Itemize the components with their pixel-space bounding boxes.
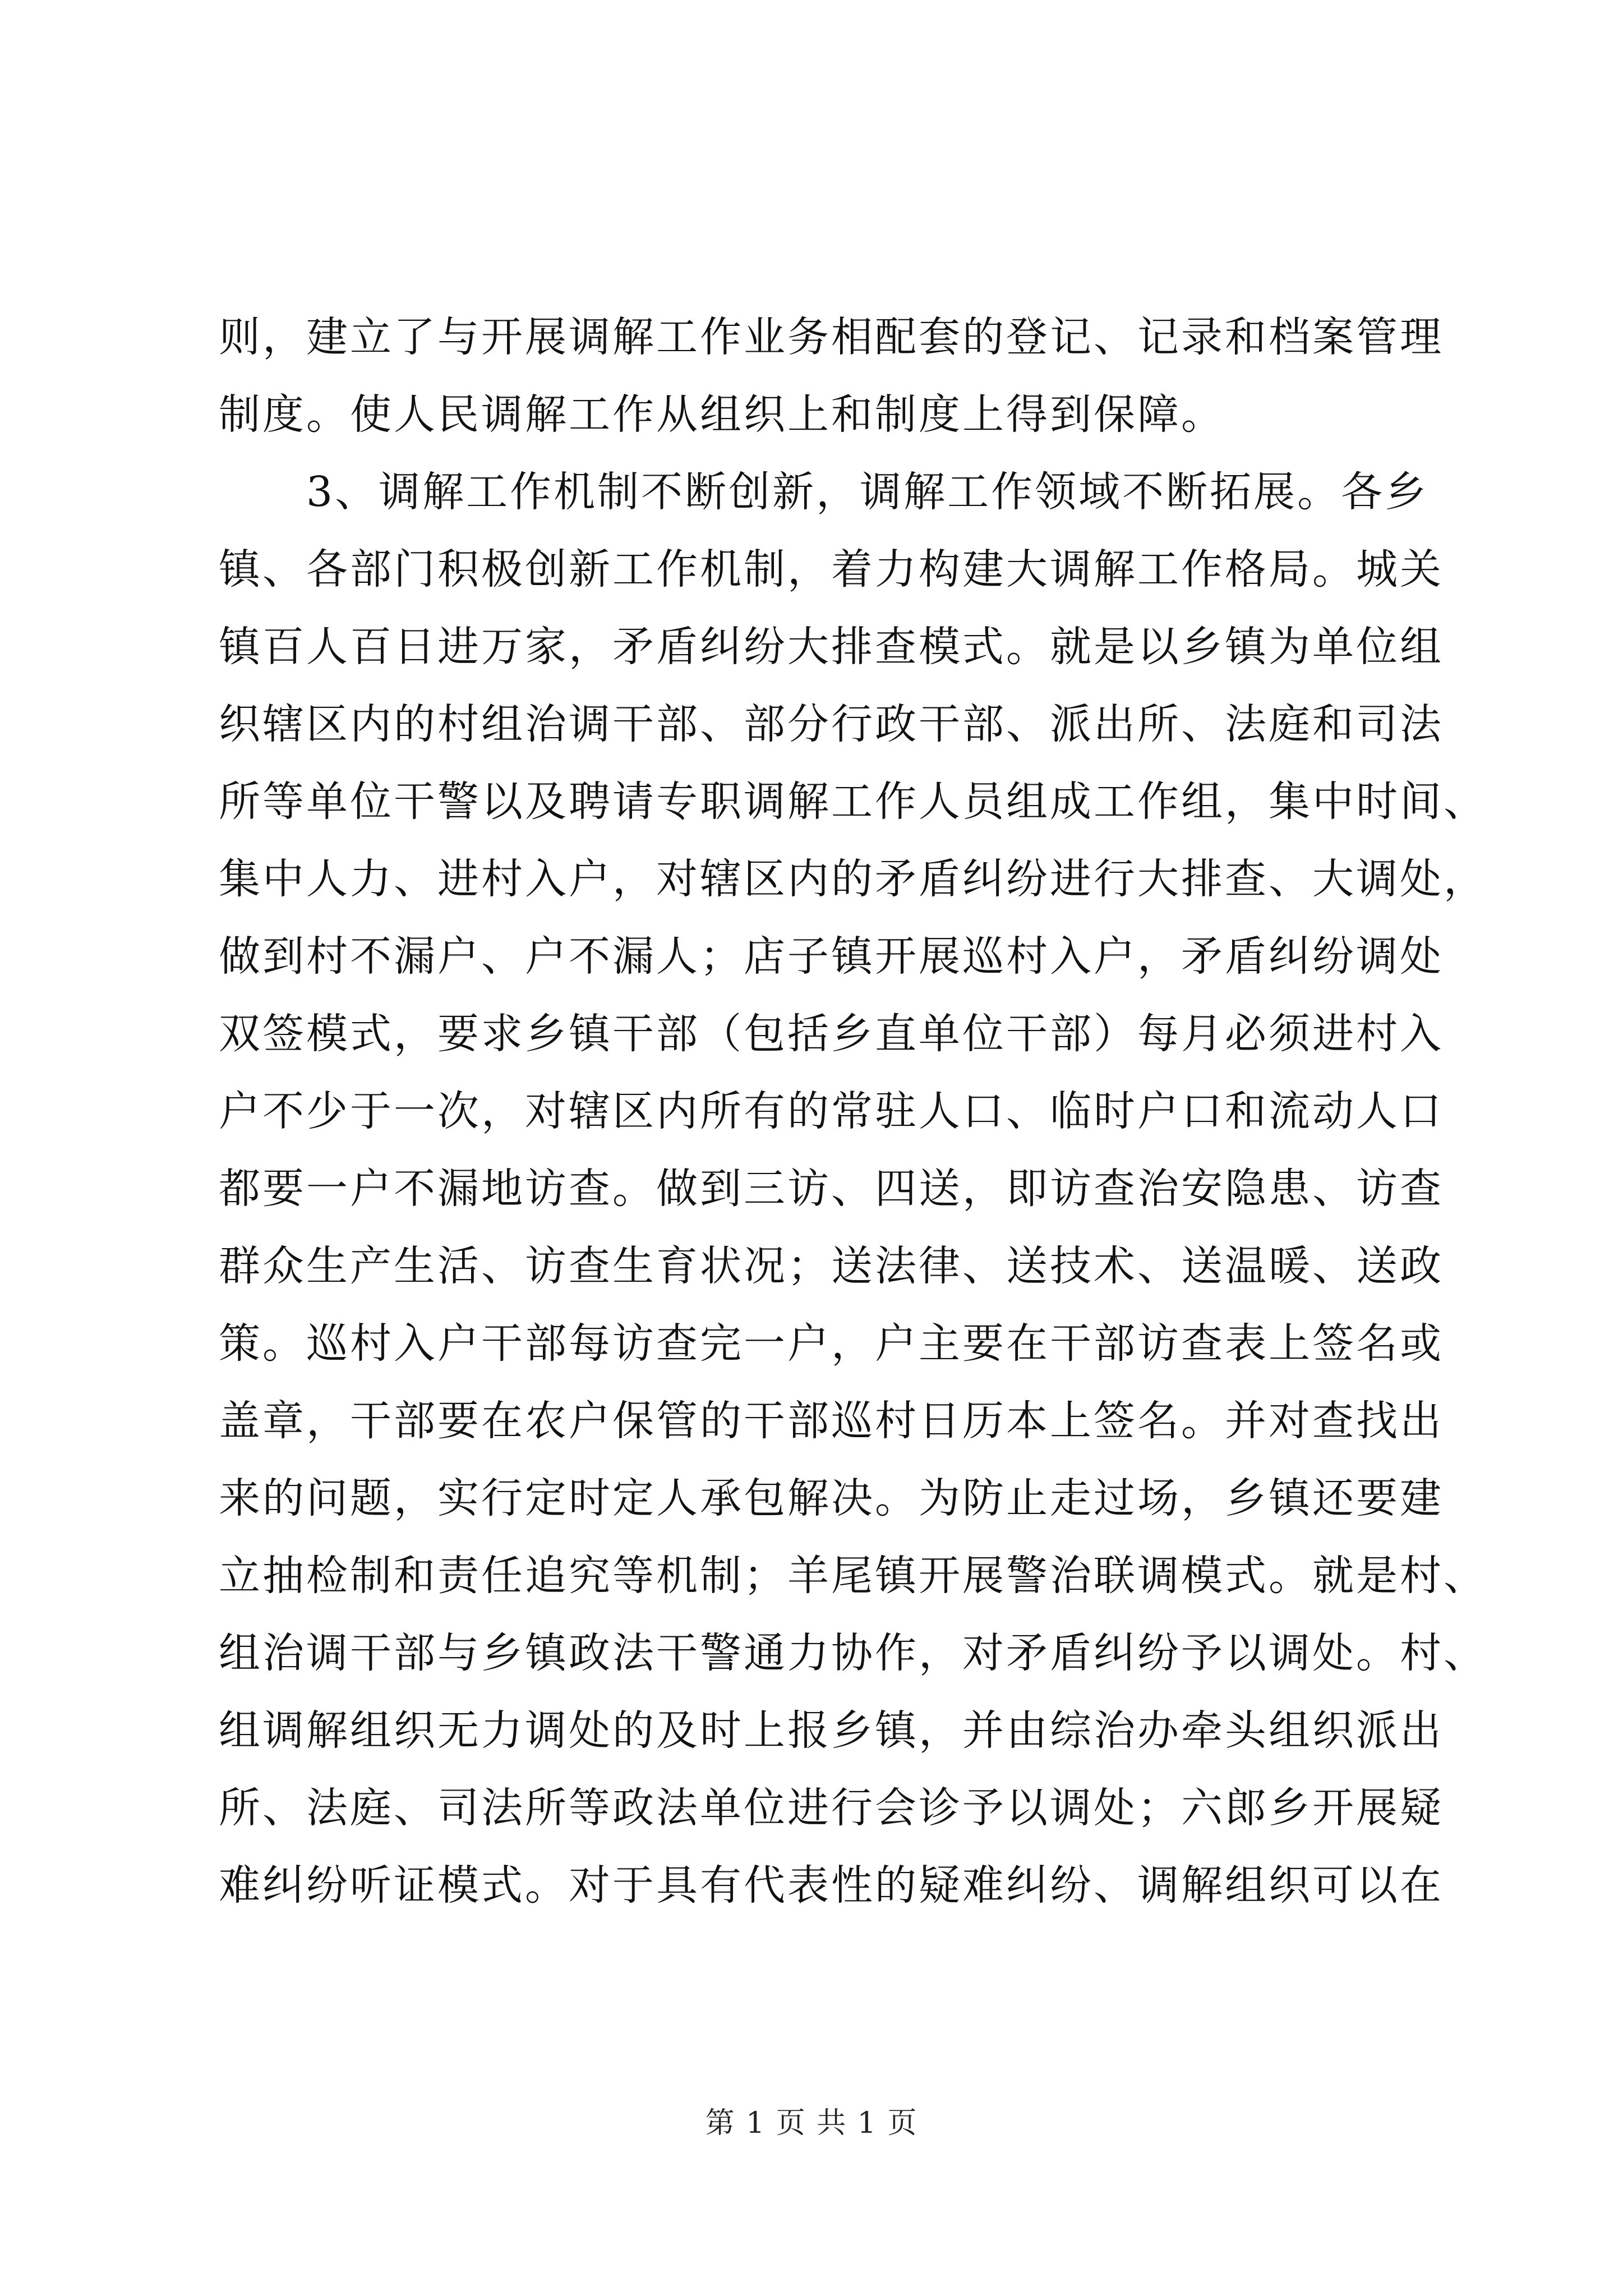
text-line: 镇百人百日进万家，矛盾纠纷大排查模式。就是以乡镇为单位组 [219,623,1444,671]
text-line: 织辖区内的村组治调干部、部分行政干部、派出所、法庭和司法 [219,700,1444,748]
body-text [219,298,1487,1924]
text-line: 难纠纷听证模式。对于具有代表性的疑难纠纷、调解组织可以在 [219,1861,1444,1910]
text-line: 制度。使人民调解工作从组织上和制度上得到保障。 [219,390,1225,439]
text-line: 集中人力、进村入户，对辖区内的矛盾纠纷进行大排查、大调处， [219,855,1487,903]
text-line: 做到村不漏户、户不漏人；店子镇开展巡村入户，矛盾纠纷调处 [219,932,1444,981]
text-line: 双签模式，要求乡镇干部（包括乡直单位干部）每月必须进村入 [219,1010,1444,1058]
text-line: 策。巡村入户干部每访查完一户，户主要在干部访查表上签名或 [219,1319,1444,1368]
text-line: 镇、各部门积极创新工作机制，着力构建大调解工作格局。城关 [219,545,1444,593]
text-line: 组治调干部与乡镇政法干警通力协作，对矛盾纠纷予以调处。村、 [219,1629,1487,1677]
text-line: 则，建立了与开展调解工作业务相配套的登记、记录和档案管理 [219,313,1444,361]
page-footer: 第 1 页 共 1 页 [705,2106,918,2140]
text-line: 3、调解工作机制不断创新，调解工作领域不断拓展。各乡 [219,468,1429,516]
text-line: 组调解组织无力调处的及时上报乡镇，并由综治办牵头组织派出 [219,1706,1444,1755]
text-line: 盖章，干部要在农户保管的干部巡村日历本上签名。并对查找出 [219,1397,1444,1445]
text-line: 所、法庭、司法所等政法单位进行会诊予以调处；六郎乡开展疑 [219,1784,1444,1832]
text-line: 群众生产生活、访查生育状况；送法律、送技术、送温暖、送政 [219,1242,1444,1290]
text-line: 户不少于一次，对辖区内所有的常驻人口、临时户口和流动人口 [219,1087,1444,1135]
text-line: 所等单位干警以及聘请专职调解工作人员组成工作组，集中时间、 [219,777,1487,826]
text-line: 来的问题，实行定时定人承包解决。为防止走过场，乡镇还要建 [219,1474,1444,1522]
text-line: 立抽检制和责任追究等机制；羊尾镇开展警治联调模式。就是村、 [219,1552,1487,1600]
text-line: 都要一户不漏地访查。做到三访、四送，即访查治安隐患、访查 [219,1165,1444,1213]
